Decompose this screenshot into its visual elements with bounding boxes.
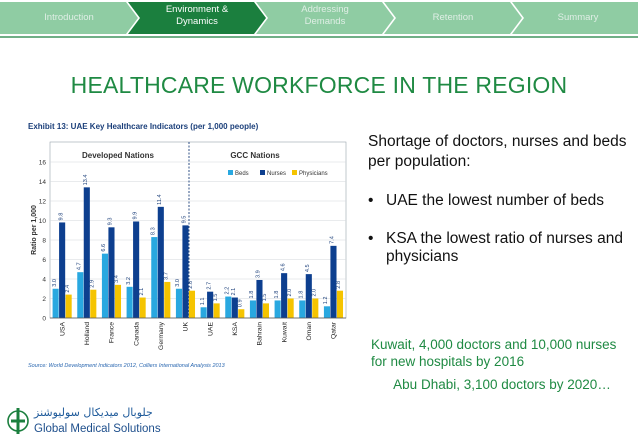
- bar-beds: [201, 307, 207, 318]
- bar-beds: [151, 237, 157, 318]
- bullet-item: [368, 192, 630, 228]
- data-label: 1.5: [262, 293, 269, 302]
- data-label: 3.0: [51, 278, 58, 287]
- data-label: 2.4: [64, 284, 71, 293]
- data-label: 3.4: [114, 275, 121, 283]
- bar-nurses: [133, 221, 139, 318]
- bar-beds: [53, 289, 59, 318]
- y-tick-label: 8: [42, 237, 46, 245]
- data-label: 3.0: [175, 278, 182, 287]
- chart-source: Source: World Development Indicators 2012, Colliers International Analysis 2013: [28, 363, 225, 369]
- y-axis-label: Ratio per 1,000: [31, 205, 38, 255]
- x-tick-label: Holland: [84, 322, 91, 346]
- y-tick-label: 2: [42, 296, 46, 303]
- step-label-introduction[interactable]: Introduction: [44, 12, 94, 23]
- bar-physicians: [140, 298, 146, 318]
- data-label: 2.9: [89, 279, 96, 288]
- step-navigation: [0, 0, 638, 40]
- data-label: 6.6: [101, 243, 108, 252]
- legend-label: Physicians: [299, 171, 328, 177]
- bar-physicians: [312, 299, 318, 319]
- y-tick-label: 12: [38, 198, 46, 206]
- bar-physicians: [288, 299, 294, 319]
- data-label: 1.1: [199, 297, 206, 306]
- x-tick-label: UK: [182, 322, 190, 332]
- group-label-developed: Developed Nations: [81, 151, 155, 160]
- data-label: 2.0: [286, 288, 293, 297]
- step-label-addressing[interactable]: Addressing Demands: [301, 4, 349, 27]
- bar-nurses: [84, 187, 90, 318]
- data-label: 2.0: [311, 288, 318, 297]
- bar-nurses: [182, 225, 188, 318]
- legend-label: Nurses: [267, 171, 287, 177]
- data-label: 8.3: [150, 227, 157, 236]
- data-label: 1.8: [298, 290, 305, 299]
- abu-dhabi-note: Abu Dhabi, 3,100 doctors by 2020…: [393, 377, 611, 392]
- data-label: 2.8: [188, 280, 195, 289]
- data-label: 2.2: [224, 286, 231, 295]
- data-label: 2.7: [206, 281, 213, 290]
- bar-physicians: [164, 282, 170, 318]
- data-label: 9.5: [181, 215, 188, 224]
- data-label: 2.1: [138, 287, 145, 296]
- data-label: 4.7: [76, 262, 83, 271]
- x-tick-label: UAE: [207, 322, 215, 336]
- exhibit-title: Exhibit 13: UAE Key Healthcare Indicators (per 1,000 people): [28, 122, 259, 131]
- y-tick-label: 6: [42, 257, 46, 264]
- bar-beds: [324, 306, 330, 318]
- y-tick-label: 16: [38, 159, 46, 167]
- data-label: 1.2: [323, 296, 330, 305]
- company-logo: [6, 404, 206, 440]
- bar-beds: [77, 272, 83, 318]
- data-label: 4.6: [280, 263, 287, 272]
- y-tick-label: 4: [42, 276, 46, 284]
- bar-physicians: [238, 309, 244, 318]
- bar-beds: [299, 300, 305, 318]
- legend-swatch: [260, 170, 265, 175]
- data-label: 13.4: [83, 174, 89, 186]
- slide-title: HEALTHCARE WORKFORCE IN THE REGION: [70, 72, 568, 98]
- bar-physicians: [263, 303, 269, 318]
- data-label: 7.4: [329, 236, 336, 244]
- x-tick-label: KSA: [232, 322, 239, 336]
- x-tick-label: Germany: [158, 322, 165, 350]
- bar-beds: [225, 297, 231, 318]
- bar-chart: [26, 118, 348, 370]
- bar-beds: [275, 300, 281, 318]
- step-label-retention[interactable]: Retention: [432, 12, 474, 23]
- data-label: 1.8: [249, 290, 256, 299]
- x-tick-label: Qatar: [330, 322, 338, 339]
- bullet-item: [368, 230, 630, 266]
- bar-physicians: [214, 303, 220, 318]
- bullet-marker: •: [368, 230, 374, 247]
- chart-legend: [228, 170, 328, 177]
- data-label: 2.1: [231, 287, 237, 296]
- data-label: 9.3: [107, 217, 114, 226]
- step-label-environment[interactable]: Environment & Dynamics: [165, 4, 229, 27]
- bar-nurses: [59, 222, 65, 318]
- data-label: 2.8: [336, 280, 343, 289]
- data-label: 9.9: [132, 211, 139, 220]
- data-label: 3.7: [163, 272, 170, 280]
- bar-beds: [176, 289, 182, 318]
- legend-label: Beds: [235, 171, 249, 177]
- logo-english-text: Global Medical Solutions: [34, 423, 161, 435]
- x-tick-label: USA: [59, 322, 67, 336]
- x-tick-label: Bahrain: [256, 322, 264, 346]
- x-tick-label: Canada: [133, 322, 141, 346]
- bar-nurses: [158, 207, 164, 318]
- x-tick-label: Oman: [306, 322, 313, 341]
- bar-physicians: [337, 291, 343, 318]
- bar-physicians: [90, 290, 96, 318]
- bar-nurses: [108, 227, 114, 318]
- bar-physicians: [66, 295, 72, 318]
- data-label: 9.8: [58, 212, 65, 221]
- y-tick-label: 0: [42, 315, 46, 323]
- data-label: 0.9: [237, 299, 244, 308]
- kuwait-note: Kuwait, 4,000 doctors and 10,000 nurses for new hospitals by 2016: [371, 337, 617, 369]
- x-tick-label: Kuwait: [281, 322, 289, 343]
- data-label: 3.2: [125, 277, 132, 285]
- bar-beds: [250, 300, 256, 318]
- data-label: 3.9: [255, 270, 262, 278]
- x-tick-label: France: [108, 322, 116, 344]
- chart-figure: [26, 118, 348, 370]
- bar-beds: [127, 287, 133, 318]
- bullet-text: KSA the lowest ratio of nurses and physicians: [386, 230, 623, 265]
- group-label-gcc: GCC Nations: [230, 151, 280, 160]
- step-label-summary[interactable]: Summary: [557, 12, 599, 23]
- bar-physicians: [115, 285, 121, 318]
- bullet-text: UAE the lowest number of beds: [386, 192, 604, 209]
- data-label: 1.5: [212, 293, 219, 302]
- legend-swatch: [228, 170, 233, 175]
- bar-physicians: [189, 291, 195, 318]
- y-tick-label: 10: [38, 218, 46, 225]
- medical-cross-circle-icon: [6, 406, 30, 436]
- data-label: 11.4: [157, 194, 163, 205]
- bar-beds: [102, 254, 108, 318]
- logo-arabic-text: جلوبال ميديكال سوليوشنز: [34, 406, 153, 419]
- y-tick-label: 14: [38, 179, 46, 186]
- data-label: 4.5: [305, 264, 311, 273]
- data-label: 1.8: [273, 290, 280, 299]
- bullet-marker: •: [368, 192, 374, 209]
- intro-text: Shortage of doctors, nurses and beds per population:: [368, 133, 627, 170]
- legend-swatch: [292, 170, 297, 175]
